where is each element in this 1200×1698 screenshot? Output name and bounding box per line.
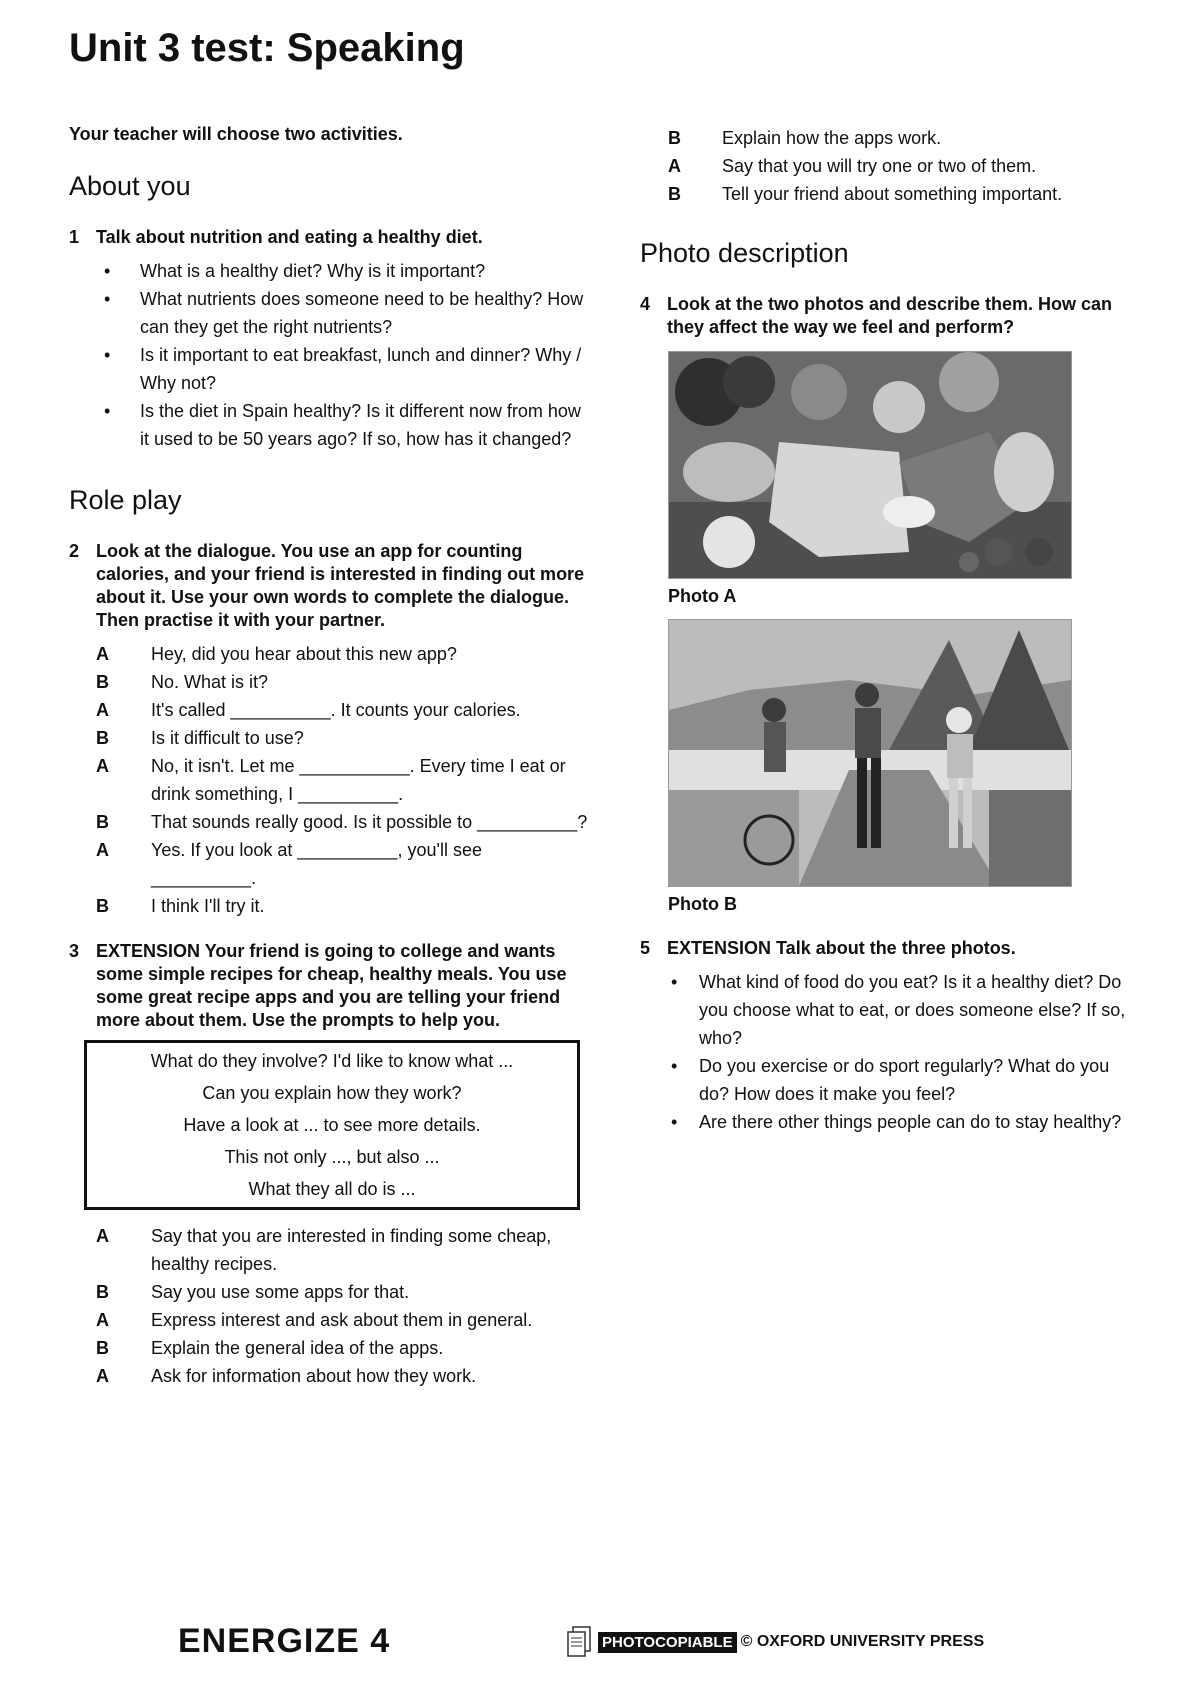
q2-dialogue (69, 640, 589, 920)
list-item: • What is a healthy diet? Why is it important? (69, 257, 589, 285)
line-text: I think I'll try it. (151, 896, 265, 916)
question-number: 5 (640, 938, 651, 958)
photocopy-icon (566, 1626, 592, 1658)
dialogue-line (69, 808, 589, 836)
list-item: • What nutrients does someone need to be healthy? How can they get the right nutrients? (69, 285, 589, 341)
dialogue-line (640, 180, 1140, 208)
line-text: Express interest and ask about them in general. (151, 1310, 533, 1330)
right-column (640, 124, 1140, 1168)
dialogue-line (640, 152, 1140, 180)
list-item: • Is it important to eat breakfast, lunch and dinner? Why / Why not? (69, 341, 589, 397)
question-number: 2 (69, 541, 80, 561)
line-text: It's called __________. It counts your calories. (151, 700, 521, 720)
dialogue-line (69, 836, 589, 892)
question-text: Look at the two photos and describe them. How can they affect the way we feel and perform? (667, 294, 1113, 337)
question-1 (69, 226, 589, 249)
question-number: 1 (69, 227, 80, 247)
dialogue-line (69, 752, 589, 808)
speaker: A (96, 840, 109, 860)
speaker: A (96, 1366, 109, 1386)
dialogue-line (69, 668, 589, 696)
question-5 (640, 937, 1140, 960)
prompt-line: What do they involve? I'd like to know what ... (150, 1051, 514, 1071)
line-text: Hey, did you hear about this new app? (151, 644, 457, 664)
line-text: That sounds really good. Is it possible to __________? (151, 812, 588, 832)
dialogue-line (69, 640, 589, 668)
speaker: B (96, 672, 109, 692)
dialogue-line (69, 1222, 589, 1278)
q3-dialogue (69, 1222, 589, 1390)
speaker: B (96, 1338, 109, 1358)
photo-a-caption: Photo A (668, 586, 737, 606)
question-4 (640, 293, 1140, 339)
dialogue-line (69, 724, 589, 752)
speaker: B (96, 812, 109, 832)
speaker: A (96, 756, 109, 776)
line-text: Yes. If you look at __________, you'll see __________. (151, 840, 483, 888)
question-text: Talk about nutrition and eating a healthy diet. (96, 227, 483, 247)
publisher-text: © OXFORD UNIVERSITY PRESS (740, 1633, 985, 1650)
photo-b-exercise-image (668, 619, 1072, 887)
energize-logo: ENERGIZE 4 (178, 1622, 391, 1660)
speaker: B (668, 184, 681, 204)
list-item: • Do you exercise or do sport regularly? What do you do? How does it make you feel? (640, 1052, 1140, 1108)
question-text: EXTENSION Your friend is going to college and wants some simple recipes for cheap, healthy meals. You use some great recipe apps and you are telling your friend more about them. Use the prompts to help you. (96, 941, 567, 1030)
footer-publisher (566, 1626, 984, 1658)
question-text: EXTENSION Talk about the three photos. (667, 938, 1016, 958)
dialogue-line (640, 124, 1140, 152)
line-text: Explain the general idea of the apps. (151, 1338, 444, 1358)
question-2 (69, 540, 589, 632)
q3-dialogue-continued (640, 124, 1140, 208)
photo-a-healthy-food-image (668, 351, 1072, 579)
q5-bullet-list (640, 968, 1140, 1136)
line-text: Say that you will try one or two of them. (722, 156, 1037, 176)
question-number: 3 (69, 941, 80, 961)
prompt-line: Have a look at ... to see more details. (183, 1115, 481, 1135)
line-text: Explain how the apps work. (722, 128, 942, 148)
section-heading-photo: Photo description (640, 238, 849, 268)
line-text: Say that you are interested in finding some cheap, healthy recipes. (151, 1226, 552, 1274)
q1-bullet-list (69, 257, 589, 453)
speaker: B (96, 896, 109, 916)
list-item: • Are there other things people can do to stay healthy? (640, 1108, 1140, 1136)
speaker: A (96, 1310, 109, 1330)
line-text: Ask for information about how they work. (151, 1366, 477, 1386)
photo-b-caption: Photo B (668, 894, 737, 914)
left-column (69, 124, 589, 1410)
line-text: Tell your friend about something important. (722, 184, 1063, 204)
list-item: • Is the diet in Spain healthy? Is it different now from how it used to be 50 years ago? If so, how has it changed? (69, 397, 589, 453)
prompt-line: This not only ..., but also ... (224, 1147, 440, 1167)
photocopiable-badge: PHOTOCOPIABLE (598, 1632, 737, 1653)
prompt-line: Can you explain how they work? (202, 1083, 462, 1103)
line-text: No, it isn't. Let me ___________. Every time I eat or drink something, I __________. (151, 756, 566, 804)
prompt-box (84, 1040, 580, 1210)
question-text: Look at the dialogue. You use an app for counting calories, and your friend is interested in finding out more about it. Use your own words to complete the dialogue. Then practise it with your partner. (96, 541, 585, 630)
section-heading-roleplay: Role play (69, 485, 182, 515)
dialogue-line (69, 1362, 589, 1390)
list-item: • What kind of food do you eat? Is it a healthy diet? Do you choose what to eat, or does someone else? If so, who? (640, 968, 1140, 1052)
question-3 (69, 940, 589, 1032)
line-text: Say you use some apps for that. (151, 1282, 410, 1302)
speaker: A (96, 644, 109, 664)
page-title: Unit 3 test: Speaking (69, 26, 465, 70)
dialogue-line (69, 1278, 589, 1306)
speaker: A (96, 1226, 109, 1246)
speaker: A (96, 700, 109, 720)
intro-text: Your teacher will choose two activities. (69, 124, 403, 144)
speaker: B (96, 1282, 109, 1302)
dialogue-line (69, 1306, 589, 1334)
dialogue-line (69, 696, 589, 724)
speaker: B (96, 728, 109, 748)
section-heading-about: About you (69, 171, 191, 201)
question-number: 4 (640, 294, 651, 314)
speaker: B (668, 128, 681, 148)
line-text: No. What is it? (151, 672, 269, 692)
line-text: Is it difficult to use? (151, 728, 304, 748)
dialogue-line (69, 1334, 589, 1362)
dialogue-line (69, 892, 589, 920)
prompt-line: What they all do is ... (248, 1179, 416, 1199)
speaker: A (668, 156, 681, 176)
